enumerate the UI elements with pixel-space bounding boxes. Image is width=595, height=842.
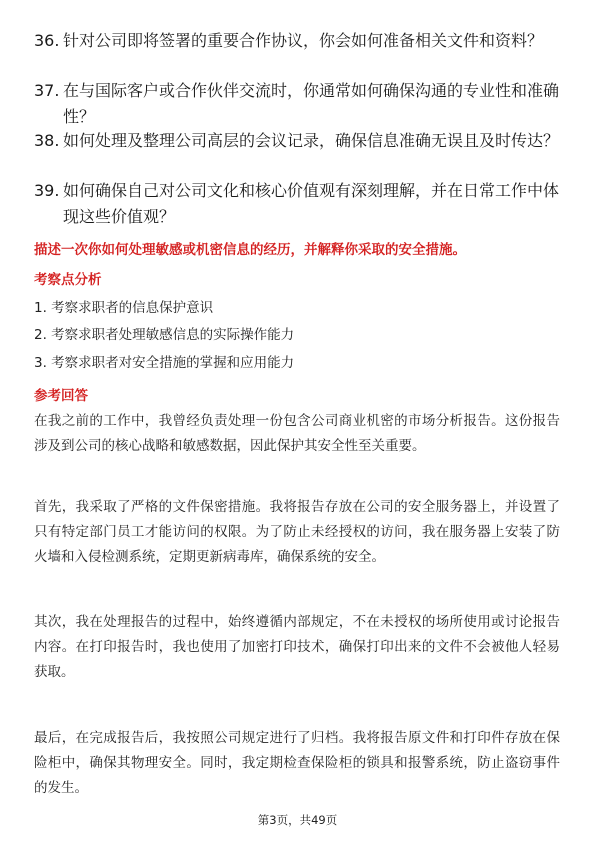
- question-number: 38.: [34, 131, 60, 150]
- question-item: [34, 128, 564, 154]
- question-number: 36.: [34, 31, 60, 50]
- answer-label: 参考回答: [34, 388, 88, 404]
- answer-paragraph: 其次，我在处理报告的过程中，始终遵循内部规定，不在未授权的场所使用或讨论报告内容。在打印报告时，我也使用了加密打印技术，确保打印出来的文件不会被他人轻易获取。: [34, 614, 560, 680]
- answer-paragraph: 首先，我采取了严格的文件保密措施。我将报告存放在公司的安全服务器上，并设置了只有特定部门员工才能访问的权限。为了防止未经授权的访问，我在服务器上安装了防火墙和入侵检测系统，定期更新病毒库，确保系统的安全。: [34, 499, 560, 565]
- question-text: 针对公司即将签署的重要合作协议，你会如何准备相关文件和资料？: [63, 31, 544, 50]
- analysis-point: 2. 考察求职者处理敏感信息的实际操作能力: [34, 327, 295, 343]
- highlight-question: 描述一次你如何处理敏感或机密信息的经历，并解释你采取的安全措施。: [34, 242, 466, 258]
- question-item: [34, 178, 564, 230]
- question-text: 如何处理及整理公司高层的会议记录，确保信息准确无误且及时传达？: [63, 131, 560, 150]
- question-item: [34, 28, 564, 54]
- analysis-label: 考察点分析: [34, 272, 102, 288]
- analysis-point: 1. 考察求职者的信息保护意识: [34, 300, 214, 316]
- question-text: 如何确保自己对公司文化和核心价值观有深刻理解，并在日常工作中体现这些价值观？: [63, 181, 560, 226]
- question-text: 在与国际客户或合作伙伴交流时，你通常如何确保沟通的专业性和准确性？: [63, 81, 560, 126]
- question-number: 37.: [34, 81, 60, 100]
- analysis-point: 3. 考察求职者对安全措施的掌握和应用能力: [34, 355, 295, 371]
- answer-paragraph: 最后，在完成报告后，我按照公司规定进行了归档。我将报告原文件和打印件存放在保险柜中，确保其物理安全。同时，我定期检查保险柜的锁具和报警系统，防止盗窃事件的发生。: [34, 730, 560, 796]
- question-item: [34, 78, 564, 130]
- question-number: 39.: [34, 181, 60, 200]
- answer-paragraph: 在我之前的工作中，我曾经负责处理一份包含公司商业机密的市场分析报告。这份报告涉及到公司的核心战略和敏感数据，因此保护其安全性至关重要。: [34, 413, 560, 454]
- page-footer: 第3页，共49页: [257, 813, 338, 827]
